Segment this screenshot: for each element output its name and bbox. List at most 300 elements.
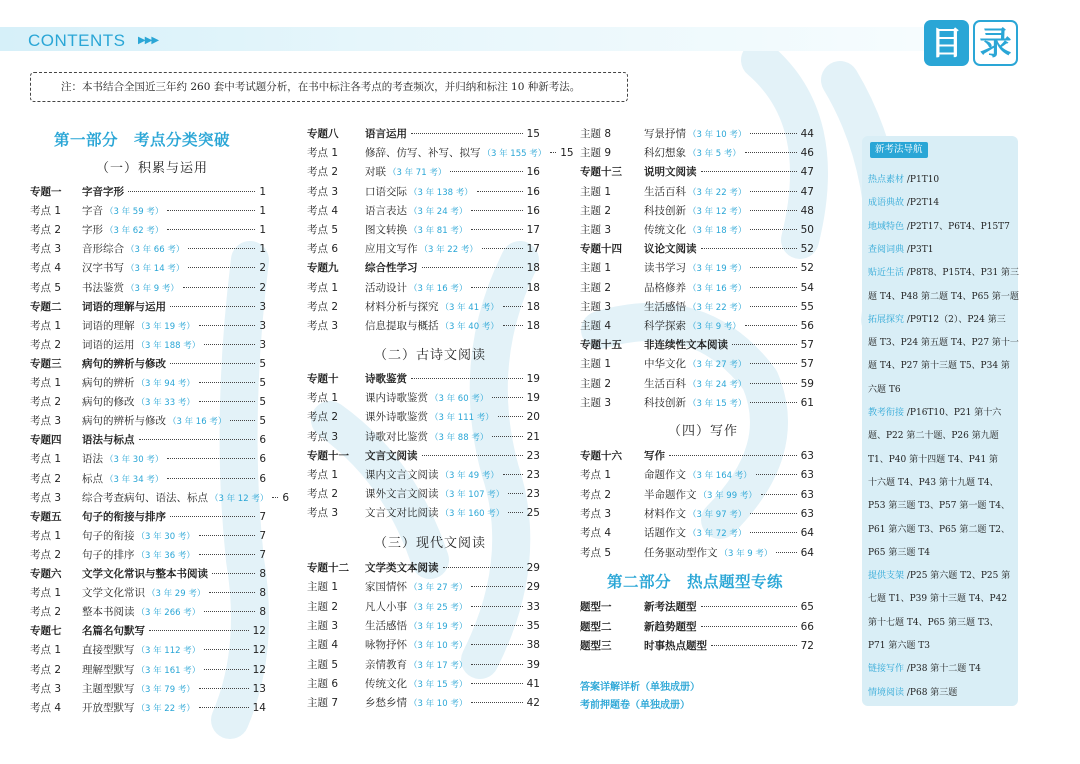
sidebar-method-refs: 七题 T1、P39 第十三题 T4、P42	[868, 594, 1008, 605]
toc-row	[30, 565, 266, 584]
toc-row-title: 活动设计	[365, 281, 407, 294]
toc-row-page: 29	[526, 562, 540, 574]
toc-row-page: 15	[526, 128, 540, 140]
sidebar-method-refs: 题、P22 第二十题、P26 第九题	[868, 431, 999, 442]
toc-row-leader	[212, 573, 255, 574]
toc-row-label: 考点 1	[307, 469, 339, 481]
toc-row-page: 5	[259, 357, 266, 370]
toc-row	[307, 617, 540, 636]
toc-row-title: 词语的理解	[82, 319, 135, 332]
toc-row-page: 13	[252, 682, 266, 695]
toc-row-title: 科技创新	[644, 396, 686, 409]
toc-row-frequency: （3 年 14 考）	[126, 264, 185, 275]
toc-row-leader	[199, 382, 255, 383]
toc-row	[307, 428, 540, 447]
toc-row	[30, 317, 266, 336]
toc-row-title: 新趋势题型	[644, 620, 697, 633]
toc-row-label: 考点 2	[30, 472, 62, 485]
toc-row	[30, 336, 266, 355]
toc-row-title: 对联	[365, 166, 386, 179]
toc-row-frequency: （3 年 9 考）	[719, 548, 773, 559]
toc-row-page: 17	[526, 243, 540, 256]
toc-row-title: 语法与标点	[82, 434, 135, 447]
toc-row-label: 考点 4	[30, 701, 62, 714]
toc-row	[580, 125, 814, 144]
sidebar-method-refs: 题 T4、P48 第二题 T4、P65 第一题	[868, 291, 1019, 302]
toc-row-leader	[199, 554, 255, 555]
toc-row	[580, 618, 814, 637]
sidebar-method-refs: P53 第三题 T3、P57 第一题 T4、	[868, 501, 1010, 512]
answer-book-link: 答案详解详析（单独成册）	[580, 682, 700, 693]
toc-row-frequency: （3 年 266 考）	[136, 608, 201, 619]
toc-row-leader	[204, 649, 248, 650]
toc-row	[580, 524, 814, 543]
sidebar-method-refs: /P3T1	[904, 244, 934, 255]
toc-row-page: 12	[252, 625, 266, 638]
toc-row	[580, 163, 814, 182]
toc-row-label: 主题 1	[580, 358, 612, 371]
toc-row-frequency: （3 年 22 考）	[419, 245, 478, 256]
toc-row-page: 6	[259, 472, 266, 485]
toc-row-frequency: （3 年 12 考）	[688, 206, 747, 217]
toc-row-frequency: （3 年 27 考）	[409, 583, 468, 594]
toc-row	[307, 144, 574, 163]
toc-row-page: 66	[800, 620, 814, 633]
sidebar-method-refs: P71 第六题 T3	[868, 641, 930, 651]
toc-row-leader	[199, 325, 255, 326]
toc-row-label: 考点 2	[307, 411, 339, 424]
toc-row-title: 口语交际	[365, 185, 407, 198]
toc-row-label: 题型二	[580, 620, 612, 633]
toc-row-frequency: （3 年 10 考）	[409, 641, 468, 652]
toc-row	[307, 559, 540, 578]
toc-row-frequency: （3 年 12 考）	[210, 493, 269, 504]
toc-row-label: 考点 5	[307, 224, 339, 236]
toc-row-leader	[750, 306, 796, 307]
toc-row-title: 乡愁乡情	[365, 697, 407, 710]
sidebar-method-name: 成语典故	[868, 198, 905, 209]
toc-row-frequency: （3 年 72 考）	[688, 529, 747, 540]
toc-row-leader	[450, 171, 522, 172]
toc-row-frequency: （3 年 15 考）	[688, 398, 747, 409]
toc-row-frequency: （3 年 30 考）	[136, 531, 195, 542]
toc-row-label: 主题 2	[580, 377, 612, 390]
toc-row-frequency: （3 年 27 考）	[688, 360, 747, 371]
toc-row	[30, 584, 266, 603]
toc-row	[307, 447, 540, 466]
toc-row-title: 字音	[82, 205, 103, 218]
toc-row-page: 52	[800, 243, 814, 256]
toc-row-label: 考点 2	[30, 663, 62, 676]
sidebar-method-refs: /P1T10	[904, 175, 940, 185]
toc-row-label: 考点 3	[30, 682, 62, 695]
toc-row-label: 专题四	[30, 434, 62, 447]
toc-row-leader	[167, 478, 255, 479]
toc-row-label: 主题 9	[580, 147, 612, 160]
sidebar-method-refs: 题 T3、P24 第五题 T4、P27 第十一	[868, 338, 1019, 349]
toc-row	[580, 221, 814, 240]
sidebar-method-refs: /P9T12（2）、P24 第三	[904, 314, 1006, 325]
toc-row-leader	[701, 248, 797, 249]
toc-row	[30, 680, 266, 699]
toc-row-title: 修辞、仿写、补写、拟写	[365, 147, 481, 160]
toc-row-leader	[128, 191, 255, 192]
toc-row-page: 33	[526, 600, 540, 613]
sidebar-method-name: 拓展探究	[868, 314, 905, 325]
toc-row-page: 1	[259, 224, 266, 237]
toc-row-label: 考点 1	[307, 281, 339, 294]
toc-row-frequency: （3 年 16 考）	[688, 283, 747, 294]
toc-row-leader	[503, 474, 523, 475]
toc-row	[307, 466, 540, 485]
toc-row-leader	[471, 606, 522, 607]
toc-row-leader	[701, 626, 797, 627]
toc-row	[580, 279, 814, 298]
section-title: （一）积累与运用	[96, 161, 209, 176]
toc-row-title: 写作	[644, 450, 665, 462]
sidebar-method-refs: 第十七题 T4、P65 第三题 T3、	[868, 617, 999, 628]
toc-row	[580, 240, 814, 259]
toc-row-label: 考点 1	[30, 205, 62, 218]
toc-row-leader	[492, 397, 522, 398]
toc-row-page: 61	[800, 396, 814, 409]
toc-row-label: 考点 3	[307, 185, 339, 198]
toc-row-title: 传统文化	[365, 677, 407, 690]
toc-row-page: 15	[560, 147, 574, 160]
toc-row-frequency: （3 年 17 考）	[409, 660, 468, 671]
toc-row-frequency: （3 年 34 考）	[105, 474, 164, 485]
toc-row-title: 写景抒情	[644, 128, 686, 140]
sidebar-line	[868, 498, 1010, 511]
toc-row-leader	[503, 306, 523, 307]
toc-row-leader	[272, 497, 278, 498]
toc-row-frequency: （3 年 161 考）	[136, 665, 201, 676]
toc-row-label: 考点 3	[30, 243, 62, 256]
toc-row-page: 12	[252, 644, 266, 657]
toc-row	[307, 408, 540, 427]
toc-row-title: 说明文阅读	[644, 166, 697, 179]
toc-row-title: 句子的排序	[82, 548, 135, 561]
toc-row	[307, 504, 540, 523]
toc-row-title: 咏物抒怀	[365, 639, 407, 652]
toc-row	[580, 598, 814, 617]
toc-row-page: 56	[800, 320, 814, 332]
toc-row-page: 18	[526, 281, 540, 294]
toc-row-leader	[443, 567, 523, 568]
sidebar-method-refs: /P38 第十二题 T4	[904, 664, 981, 675]
toc-row-leader	[139, 439, 256, 440]
toc-row-frequency: （3 年 60 考）	[430, 394, 489, 405]
sidebar-method-refs: /P2T17、P6T4、P15T7	[904, 221, 1010, 232]
toc-row	[30, 699, 266, 718]
toc-row-label: 考点 2	[30, 396, 62, 409]
toc-row-title: 议论文阅读	[644, 243, 697, 256]
toc-row-frequency: （3 年 79 考）	[136, 684, 195, 695]
toc-row	[307, 279, 540, 298]
sidebar-method-refs: /P2T14	[904, 198, 940, 209]
toc-row-leader	[471, 586, 522, 587]
toc-row-title: 句子的衔接	[82, 529, 135, 542]
toc-row-page: 3	[259, 319, 266, 332]
toc-row-label: 专题十六	[580, 450, 622, 462]
toc-row-page: 8	[259, 606, 266, 619]
toc-row	[307, 636, 540, 655]
sidebar-method-refs: /P16T10、P21 第十六	[904, 408, 1002, 418]
toc-row-leader	[508, 512, 522, 513]
toc-row	[580, 336, 814, 355]
sidebar-method-name: 情境阅读	[868, 687, 905, 698]
toc-row-label: 题型三	[580, 640, 612, 652]
toc-row-page: 18	[526, 320, 540, 332]
toc-row-label: 专题九	[307, 262, 339, 275]
toc-row-page: 29	[526, 581, 540, 594]
toc-row-page: 3	[259, 300, 266, 313]
toc-row-page: 14	[252, 701, 266, 714]
toc-row	[580, 466, 814, 485]
toc-row-label: 考点 2	[307, 166, 339, 179]
toc-row-label: 专题十四	[580, 243, 622, 256]
toc-row-title: 课内诗歌鉴赏	[365, 392, 428, 405]
toc-row-page: 63	[800, 450, 814, 462]
toc-row-leader	[204, 669, 248, 670]
toc-row-title: 语言运用	[365, 128, 407, 140]
toc-row-leader	[199, 535, 255, 536]
toc-row-title: 生活百科	[644, 377, 686, 390]
toc-row-title: 凡人小事	[365, 600, 407, 613]
toc-row-frequency: （3 年 97 考）	[688, 509, 747, 520]
toc-row-label: 考点 2	[580, 488, 612, 501]
toc-row-leader	[745, 325, 797, 326]
contents-arrows-icon: ▶▶▶	[138, 35, 159, 46]
toc-row-frequency: （3 年 62 考）	[105, 226, 164, 237]
toc-row-label: 考点 2	[307, 300, 339, 313]
toc-row-leader	[750, 532, 796, 533]
toc-row-frequency: （3 年 24 考）	[409, 206, 468, 217]
toc-row-frequency: （3 年 10 考）	[409, 699, 468, 710]
toc-row-title: 字形	[82, 224, 103, 237]
toc-row	[30, 355, 266, 374]
sidebar-line	[868, 335, 1019, 348]
toc-row	[30, 412, 266, 431]
toc-row-title: 诗歌对比鉴赏	[365, 430, 428, 443]
toc-row	[580, 144, 814, 163]
toc-row	[307, 221, 540, 240]
toc-row-page: 63	[800, 469, 814, 482]
toc-row-label: 考点 1	[30, 377, 62, 389]
toc-row-page: 6	[259, 434, 266, 447]
toc-row-label: 考点 3	[307, 507, 339, 520]
toc-row-label: 专题十三	[580, 166, 622, 179]
toc-row-page: 6	[282, 491, 290, 504]
toc-row-title: 材料分析与探究	[365, 300, 439, 313]
sidebar-line	[868, 452, 998, 465]
toc-row-label: 专题五	[30, 510, 62, 523]
toc-row-page: 7	[259, 529, 266, 542]
toc-row-leader	[209, 592, 255, 593]
toc-row-page: 63	[800, 507, 814, 520]
toc-row	[580, 447, 814, 466]
toc-row-page: 42	[526, 697, 540, 710]
toc-row-frequency: （3 年 59 考）	[105, 207, 164, 218]
toc-row-page: 18	[526, 300, 540, 313]
toc-row	[307, 240, 540, 259]
toc-row-label: 考点 3	[580, 507, 612, 520]
toc-row-leader	[204, 344, 255, 345]
toc-row-title: 病句的辨析与修改	[82, 357, 166, 370]
toc-row-label: 专题十一	[307, 449, 349, 462]
toc-row-frequency: （3 年 94 考）	[136, 379, 195, 389]
toc-row-leader	[750, 267, 796, 268]
toc-row-page: 46	[800, 147, 814, 160]
toc-row-title: 句子的衔接与排序	[82, 510, 166, 523]
toc-row-title: 中华文化	[644, 358, 686, 371]
sidebar-line	[868, 219, 1010, 232]
toc-row-title: 病句的修改	[82, 396, 135, 409]
toc-row-leader	[422, 267, 523, 268]
toc-row-leader	[422, 455, 523, 456]
toc-row-leader	[750, 383, 796, 384]
toc-row-label: 考点 2	[307, 488, 339, 501]
sidebar-title: 新考法导航	[870, 142, 928, 158]
toc-row	[580, 317, 814, 336]
toc-row-page: 59	[800, 377, 814, 390]
toc-row	[30, 489, 290, 508]
toc-row-page: 47	[800, 166, 814, 179]
toc-row-page: 23	[526, 488, 540, 501]
toc-row	[580, 298, 814, 317]
toc-row-label: 考点 2	[30, 606, 62, 619]
toc-row	[307, 598, 540, 617]
toc-row-label: 主题 3	[580, 396, 612, 409]
toc-row	[307, 259, 540, 278]
toc-row-label: 主题 3	[580, 224, 612, 236]
toc-row-label: 主题 2	[307, 600, 339, 613]
contents-label: CONTENTS	[28, 31, 126, 50]
mulu-logo	[924, 20, 1018, 68]
new-method-sidebar	[862, 136, 1018, 706]
toc-row-label: 考点 5	[580, 546, 612, 559]
toc-row-label: 考点 1	[30, 587, 62, 600]
sidebar-line	[868, 358, 1010, 371]
toc-row	[30, 470, 266, 489]
toc-row	[580, 375, 814, 394]
toc-row-title: 病句的辨析	[82, 377, 135, 389]
toc-row-title: 词语的运用	[82, 338, 135, 351]
toc-row-label: 专题八	[307, 128, 339, 140]
toc-row-frequency: （3 年 107 考）	[440, 490, 505, 501]
toc-row	[307, 202, 540, 221]
toc-row-page: 35	[526, 619, 540, 632]
toc-row-leader	[183, 287, 255, 288]
toc-row-page: 25	[526, 507, 540, 520]
toc-row	[307, 183, 540, 202]
toc-row-page: 54	[800, 281, 814, 294]
toc-row-title: 非连续性文本阅读	[644, 339, 728, 352]
toc-row-label: 专题一	[30, 186, 62, 198]
toc-row-title: 语法	[82, 453, 103, 466]
toc-row-frequency: （3 年 15 考）	[409, 679, 468, 690]
toc-row-title: 直接型默写	[82, 644, 135, 657]
toc-row	[30, 603, 266, 622]
toc-row-label: 主题 1	[580, 262, 612, 275]
toc-row	[30, 546, 266, 565]
toc-row	[307, 694, 540, 713]
toc-row-leader	[188, 267, 255, 268]
toc-row-page: 12	[252, 663, 266, 676]
toc-row-leader	[750, 363, 796, 364]
toc-row-page: 19	[526, 373, 540, 385]
sidebar-line	[868, 382, 901, 395]
toc-row-page: 1	[259, 186, 266, 198]
toc-row-leader	[471, 702, 522, 703]
toc-row	[580, 637, 814, 656]
toc-row-page: 20	[526, 411, 540, 424]
toc-row-leader	[167, 229, 255, 230]
toc-row	[30, 508, 266, 527]
toc-row-title: 科学探索	[644, 320, 686, 332]
toc-row-leader	[167, 458, 255, 459]
toc-row-leader	[411, 378, 523, 379]
toc-row	[580, 544, 814, 563]
sidebar-line	[868, 265, 1019, 278]
toc-row	[307, 298, 540, 317]
toc-row-label: 考点 2	[30, 224, 62, 237]
toc-row-page: 38	[526, 639, 540, 652]
toc-row-title: 品格修养	[644, 281, 686, 294]
toc-row-leader	[188, 248, 255, 249]
toc-row-page: 57	[800, 358, 814, 371]
note-box: 注：本书结合全国近三年约 260 套中考试题分析，在书中标注各考点的考查频次，并归纳和标注 10 种新考法。	[30, 72, 628, 102]
toc-row	[307, 578, 540, 597]
toc-row-frequency: （3 年 66 考）	[126, 245, 185, 256]
toc-row-page: 5	[259, 396, 266, 409]
toc-row-label: 考点 5	[30, 281, 62, 294]
toc-row-label: 主题 3	[307, 619, 339, 632]
sidebar-method-refs: P61 第六题 T3、P65 第二题 T2、	[868, 524, 1010, 535]
toc-row-frequency: （3 年 111 考）	[430, 413, 494, 424]
toc-row-leader	[149, 630, 249, 631]
toc-row-page: 17	[526, 224, 540, 236]
toc-row-frequency: （3 年 138 考）	[409, 187, 473, 198]
toc-row-frequency: （3 年 29 考）	[147, 589, 206, 600]
toc-row-page: 23	[526, 469, 540, 481]
sidebar-method-name: 教考衔接	[868, 408, 905, 418]
toc-row-frequency: （3 年 36 考）	[136, 550, 195, 561]
toc-row-title: 亲情教育	[365, 658, 407, 671]
toc-row-page: 16	[526, 204, 540, 217]
toc-row-title: 音形综合	[82, 243, 124, 256]
toc-row-title: 书法鉴赏	[82, 281, 124, 294]
toc-row-label: 考点 1	[307, 392, 339, 405]
sidebar-method-refs: /P25 第六题 T2、P25 第	[904, 571, 1011, 582]
toc-row-frequency: （3 年 49 考）	[440, 471, 499, 481]
toc-row-title: 生活感悟	[644, 300, 686, 313]
toc-row-leader	[167, 210, 255, 211]
toc-row-leader	[776, 552, 796, 553]
toc-row-frequency: （3 年 24 考）	[688, 379, 747, 390]
toc-row-leader	[750, 287, 796, 288]
toc-row	[30, 450, 266, 469]
toc-row-title: 话题作文	[644, 527, 686, 540]
toc-row-leader	[471, 664, 522, 665]
toc-row	[30, 661, 266, 680]
toc-row-title: 生活感悟	[365, 619, 407, 632]
toc-row-label: 考点 1	[30, 644, 62, 657]
toc-row-leader	[750, 210, 796, 211]
toc-row-title: 诗歌鉴赏	[365, 373, 407, 385]
sidebar-line	[868, 405, 1001, 418]
toc-row-frequency: （3 年 9 考）	[688, 322, 741, 332]
